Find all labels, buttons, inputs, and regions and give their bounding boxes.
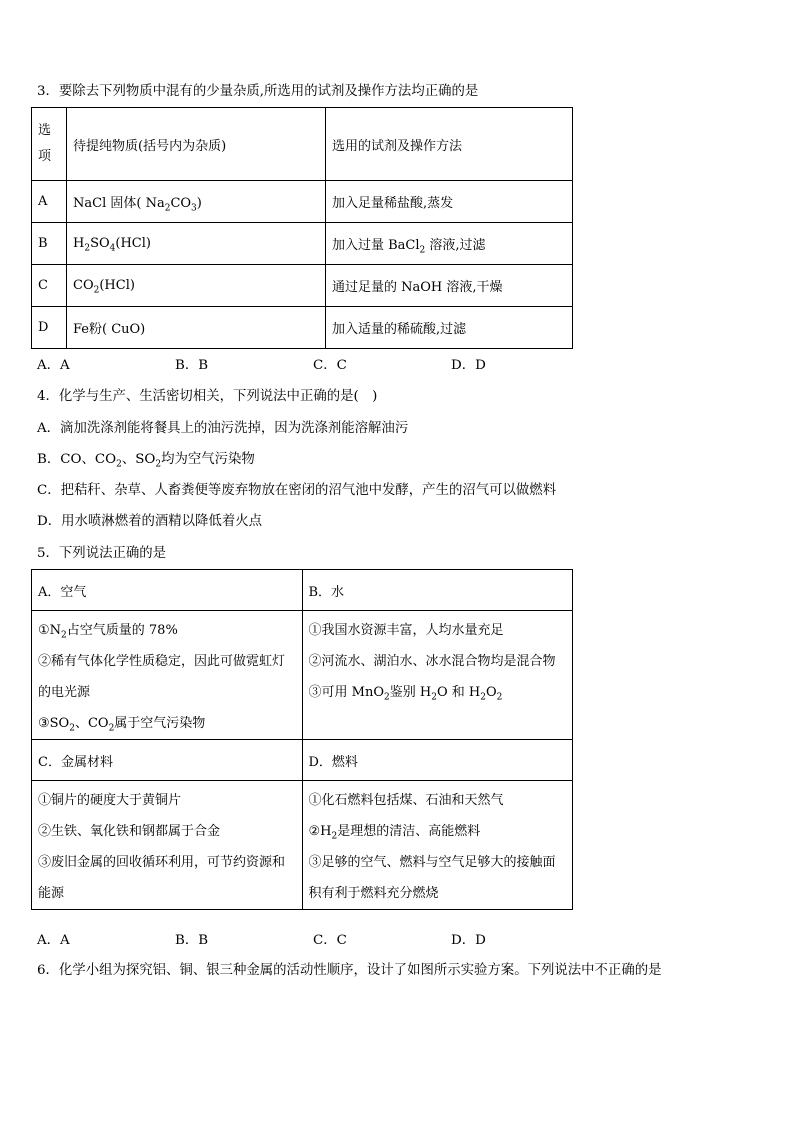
question-3-stem: 3．要除去下列物质中混有的少量杂质,所选用的试剂及操作方法均正确的是 — [37, 84, 479, 99]
question-3-table — [31, 107, 573, 349]
statement: ①化石燃料包括煤、石油和天然气 — [308, 793, 504, 808]
row-method: 加入适量的稀硫酸,过滤 — [326, 307, 573, 349]
row-substance: $H_2SO_4(HCl)$ — [67, 223, 326, 265]
table-row — [32, 181, 573, 223]
header-method: 选用的试剂及操作方法 — [326, 108, 573, 181]
section-d-content — [302, 781, 573, 910]
section-b-content — [302, 611, 573, 740]
row-method: 加入足量稀盐酸,蒸发 — [326, 181, 573, 223]
section-b-heading: B．水 — [302, 570, 573, 611]
choice-a[interactable]: A．A — [37, 358, 70, 373]
section-c-content — [32, 781, 303, 910]
row-option: D — [32, 307, 67, 349]
row-substance: $CO_2(HCl)$ — [67, 265, 326, 307]
table-row — [32, 223, 573, 265]
statement: ②河流水、湖泊水、冰水混合物均是混合物 — [308, 654, 556, 669]
question-4-option-d: D．用水喷淋燃着的酒精以降低着火点 — [37, 514, 262, 529]
question-5-choices — [37, 932, 637, 950]
table-row — [32, 740, 573, 781]
choice-a[interactable]: A．A — [37, 933, 70, 948]
question-6-stem: 6．化学小组为探究铝、铜、银三种金属的活动性顺序，设计了如图所示实验方案。下列说法中不正确的是 — [37, 963, 662, 978]
row-option: C — [32, 265, 67, 307]
question-4-option-b: B．CO、$CO_2$、$SO_2$均为空气污染物 — [37, 452, 255, 470]
question-4-option-a: A．滴加洗涤剂能将餐具上的油污洗掉，因为洗涤剂能溶解油污 — [37, 421, 409, 436]
statement: ①我国水资源丰富，人均水量充足 — [308, 623, 504, 638]
table-row — [32, 307, 573, 349]
section-a-heading: A．空气 — [32, 570, 303, 611]
choice-c[interactable]: C．C — [313, 358, 347, 373]
choice-d[interactable]: D．D — [451, 933, 486, 948]
row-method: 通过足量的 NaOH 溶液,干燥 — [326, 265, 573, 307]
choice-b[interactable]: B．B — [175, 933, 209, 948]
section-d-heading: D．燃料 — [302, 740, 573, 781]
row-substance: NaCl 固体( $Na_2CO_3$) — [67, 181, 326, 223]
table-header-row — [32, 108, 573, 181]
header-option: 选项 — [32, 108, 67, 181]
question-4-stem: 4．化学与生产、生活密切相关，下列说法中正确的是( ) — [37, 389, 378, 404]
statement: ③可用 MnO$_2$鉴别 $H_2O$ 和 $H_2O_2$ — [308, 685, 503, 703]
statement: $③SO_2$、$CO_2$属于空气污染物 — [38, 716, 206, 734]
statement: ②生铁、氧化铁和钢都属于合金 — [38, 824, 221, 839]
choice-c[interactable]: C．C — [313, 933, 347, 948]
table-row — [32, 570, 573, 611]
question-3-choices — [37, 357, 637, 375]
statement: $①N_2$占空气质量的 78% — [38, 623, 178, 641]
statement: $②H_2$是理想的清洁、高能燃料 — [308, 824, 481, 842]
question-5-table — [31, 569, 573, 910]
statement: ②稀有气体化学性质稳定，因此可做霓虹灯的电光源 — [38, 654, 286, 700]
table-row — [32, 265, 573, 307]
statement: ①铜片的硬度大于黄铜片 — [38, 793, 182, 808]
choice-b[interactable]: B．B — [175, 358, 209, 373]
header-substance: 待提纯物质(括号内为杂质) — [67, 108, 326, 181]
row-option: B — [32, 223, 67, 265]
statement: ③足够的空气、燃料与空气足够大的接触面积有利于燃料充分燃烧 — [308, 855, 556, 901]
row-option: A — [32, 181, 67, 223]
section-c-heading: C．金属材料 — [32, 740, 303, 781]
question-4-option-c: C．把秸秆、杂草、人畜粪便等废弃物放在密闭的沼气池中发酵，产生的沼气可以做燃料 — [37, 483, 557, 498]
statement: ③废旧金属的回收循环利用，可节约资源和能源 — [38, 855, 286, 901]
table-row — [32, 781, 573, 910]
choice-d[interactable]: D．D — [451, 358, 486, 373]
row-substance: Fe粉( CuO) — [67, 307, 326, 349]
section-a-content — [32, 611, 303, 740]
table-row — [32, 611, 573, 740]
row-method: 加入过量 BaCl$_2$ 溶液,过滤 — [326, 223, 573, 265]
question-5-stem: 5．下列说法正确的是 — [37, 546, 167, 561]
